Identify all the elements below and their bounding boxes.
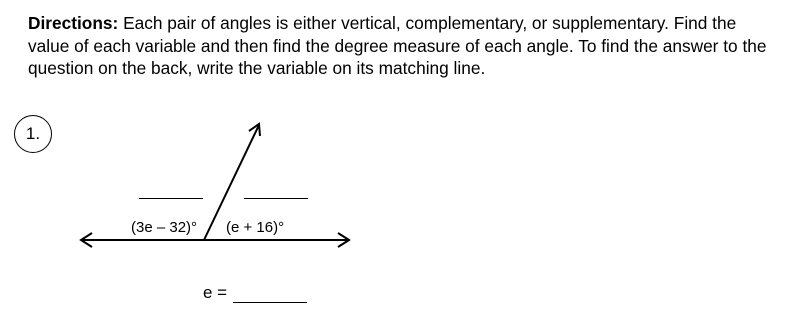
right-angle-label: (e + 16)°: [226, 219, 285, 236]
answer-label: e =: [203, 283, 228, 302]
answer-blank: [233, 287, 307, 303]
left-blank-line: [139, 198, 203, 199]
right-blank-line: [244, 198, 308, 199]
directions-label: Directions:: [28, 13, 119, 33]
directions-body: Each pair of angles is either vertical, complementary, or supplementary. Find the value of each variable and then find the degree measure of each angle. To find the answer to the question on the back, write the variable on its matching line.: [28, 13, 767, 78]
left-angle-label: (3e – 32)°: [131, 219, 198, 236]
problem-number: 1.: [25, 124, 41, 143]
answer-row: [203, 283, 307, 303]
